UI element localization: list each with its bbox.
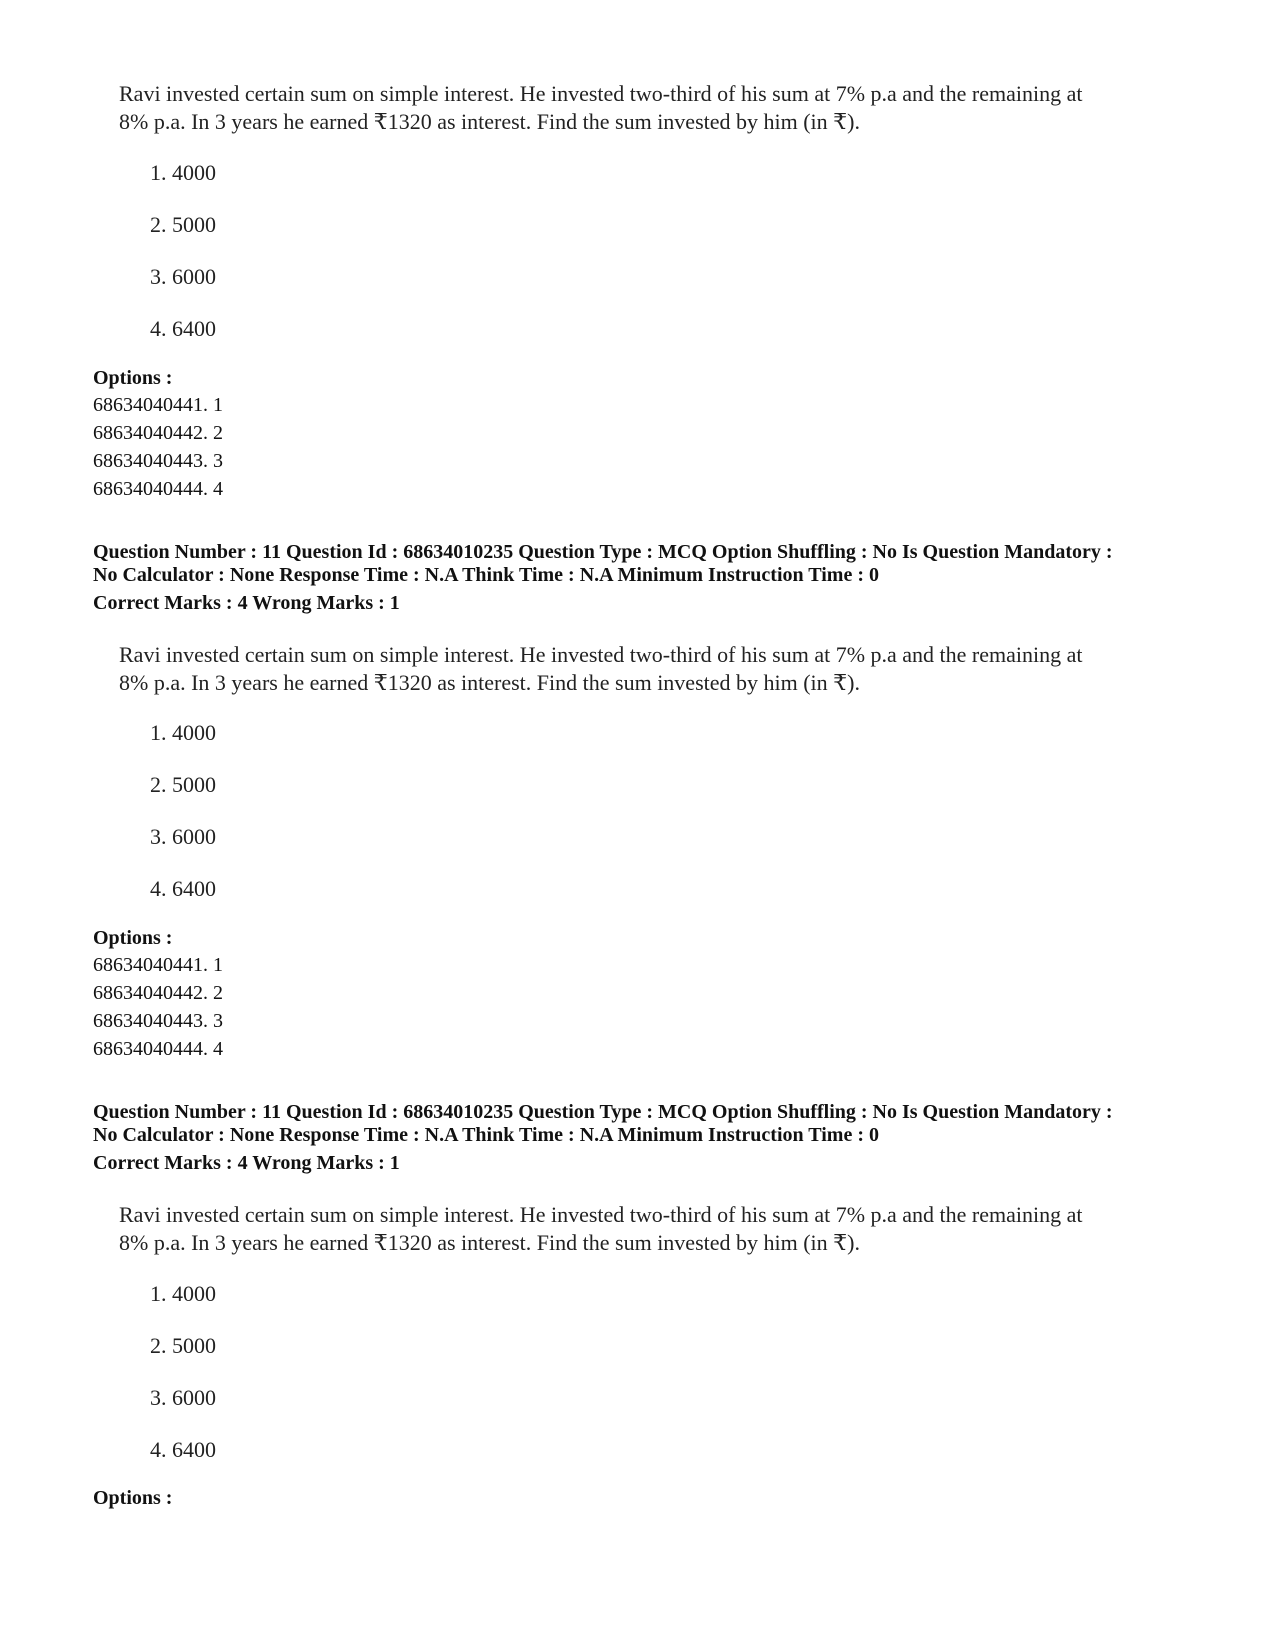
question-text-line: 8% p.a. In 3 years he earned ₹1320 as interest. Find the sum invested by him (in ₹). xyxy=(119,1230,860,1255)
options-heading: Options : xyxy=(93,367,173,389)
choice-3: 3. 6000 xyxy=(150,1385,216,1410)
choice-2: 2. 5000 xyxy=(150,212,216,237)
option-id: 68634040443. 3 xyxy=(93,450,223,472)
question-text-line: 8% p.a. In 3 years he earned ₹1320 as interest. Find the sum invested by him (in ₹). xyxy=(119,670,860,695)
marks-line: Correct Marks : 4 Wrong Marks : 1 xyxy=(93,1152,400,1174)
choice-3: 3. 6000 xyxy=(150,264,216,289)
options-heading: Options : xyxy=(93,1487,173,1509)
question-meta-line: No Calculator : None Response Time : N.A Think Time : N.A Minimum Instruction Time : 0 xyxy=(93,564,879,586)
question-text-line: Ravi invested certain sum on simple interest. He invested two-third of his sum at 7% p.a and the remaining at xyxy=(119,1202,1083,1227)
option-id: 68634040442. 2 xyxy=(93,982,223,1004)
choice-2: 2. 5000 xyxy=(150,1333,216,1358)
options-heading: Options : xyxy=(93,927,173,949)
option-id: 68634040441. 1 xyxy=(93,394,223,416)
option-id: 68634040444. 4 xyxy=(93,478,223,500)
option-id: 68634040441. 1 xyxy=(93,954,223,976)
question-text-line: Ravi invested certain sum on simple interest. He invested two-third of his sum at 7% p.a and the remaining at xyxy=(119,81,1083,106)
option-id: 68634040444. 4 xyxy=(93,1038,223,1060)
marks-line: Correct Marks : 4 Wrong Marks : 1 xyxy=(93,592,400,614)
question-text xyxy=(119,1201,1199,1257)
option-id: 68634040443. 3 xyxy=(93,1010,223,1032)
choice-1: 1. 4000 xyxy=(150,720,216,745)
choice-1: 1. 4000 xyxy=(150,1281,216,1306)
question-text xyxy=(119,80,1199,136)
question-meta-line: No Calculator : None Response Time : N.A Think Time : N.A Minimum Instruction Time : 0 xyxy=(93,1124,879,1146)
question-text xyxy=(119,641,1199,697)
question-meta-line: Question Number : 11 Question Id : 68634010235 Question Type : MCQ Option Shuffling : No Is Question Mandatory : xyxy=(93,541,1113,563)
question-text-line: Ravi invested certain sum on simple interest. He invested two-third of his sum at 7% p.a and the remaining at xyxy=(119,642,1083,667)
option-id: 68634040442. 2 xyxy=(93,422,223,444)
choice-4: 4. 6400 xyxy=(150,1437,216,1462)
choice-4: 4. 6400 xyxy=(150,316,216,341)
choice-2: 2. 5000 xyxy=(150,772,216,797)
choice-4: 4. 6400 xyxy=(150,876,216,901)
question-text-line: 8% p.a. In 3 years he earned ₹1320 as interest. Find the sum invested by him (in ₹). xyxy=(119,109,860,134)
choice-1: 1. 4000 xyxy=(150,160,216,185)
question-meta-line: Question Number : 11 Question Id : 68634010235 Question Type : MCQ Option Shuffling : No Is Question Mandatory : xyxy=(93,1101,1113,1123)
choice-3: 3. 6000 xyxy=(150,824,216,849)
